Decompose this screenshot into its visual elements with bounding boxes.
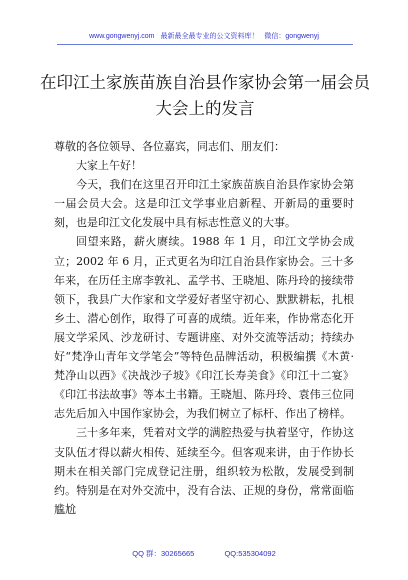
paragraph-2: 回望来路，薪火赓续。1988 年 1 月，印江文学协会成立；2002 年 6 月，正式更名为印江自治县作家协会。三十多年来，在历任主席李敦礼、孟学书、王晓旭、陈丹玲的接续带领下，我县广大作家和文学爱好者坚守初心、默默耕耘，扎根乡土、潜心创作，取得了可喜的成绩。近年来，作协常态化开展文学采风、沙龙研讨、专题讲座、对外交流等活动；持续办好“梵净山青年文学笔会”等特色品牌活动，积极编撰《木黄·梵净山以西》《决战沙子坡》《印江长寿美食》《印江十二宴》《印江书法故事》等本土书籍。王晓旭、陈丹玲、袁伟三位同志先后加入中国作家协会，为我们树立了标杆、作出了榜样。 xyxy=(54,235,354,421)
footer-qq: QQ:535304092 xyxy=(224,549,276,558)
title-line-2: 大会上的发言 xyxy=(155,99,255,118)
page-header xyxy=(0,31,408,41)
page-footer xyxy=(0,548,408,559)
header-wechat: 微信：gongwenyj xyxy=(264,33,319,40)
document-title xyxy=(40,70,370,122)
header-slogan: 最新最全最专业的公文资料库！ xyxy=(160,33,259,40)
title-line-1: 在印江土家族苗族自治县作家协会第一届会员 xyxy=(40,73,370,92)
header-divider xyxy=(57,44,353,45)
footer-qq-group: QQ 群：30265665 xyxy=(132,549,195,558)
salutation: 尊敬的各位领导、各位嘉宾，同志们、朋友们： xyxy=(54,140,285,153)
document-body xyxy=(54,137,354,519)
paragraph-3: 三十多年来，凭着对文学的满腔热爱与执着坚守，作协这支队伍才得以薪火相传、延续至今。但客观来讲，由于作协长期未在相关部门完成登记注册，组织较为松散，发展受到制约。特别是在对外交流中，没有合法、正规的身份，常常面临尴尬 xyxy=(54,426,354,516)
header-site-link[interactable]: www.gongwenyj.com xyxy=(89,33,155,40)
greeting: 大家上午好！ xyxy=(76,159,142,173)
paragraph-1: 今天，我们在这里召开印江土家族苗族自治县作家协会第一届会员大会。这是印江文学事业启新程、开新局的重要时刻，也是印江文化发展中具有标志性意义的大事。 xyxy=(54,178,354,230)
